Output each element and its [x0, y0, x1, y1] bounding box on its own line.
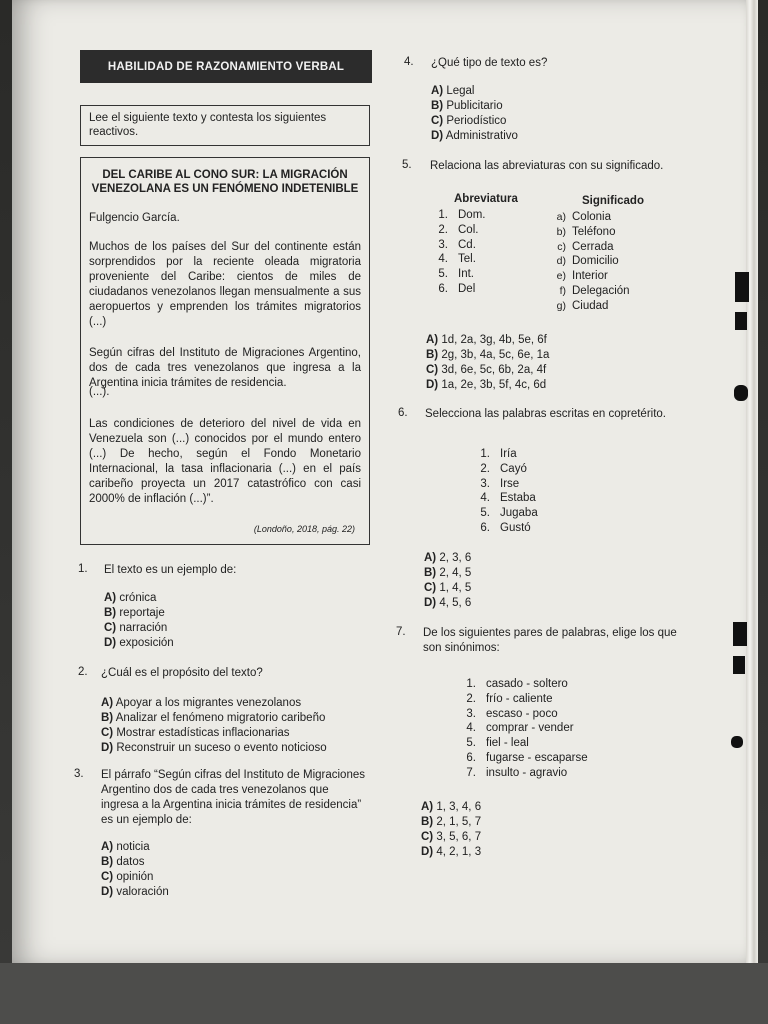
list-item: a) Colonia [556, 211, 611, 223]
question-text: El texto es un ejemplo de: [104, 564, 237, 576]
list-item: d) Domicilio [556, 255, 619, 268]
article-ellipsis: (...). [89, 386, 110, 398]
list-item: 1. casado - soltero [466, 678, 568, 690]
option[interactable]: A) 2, 3, 6 [424, 552, 472, 564]
list-item: 4. Estaba [480, 492, 536, 505]
question-text: ¿Cuál es el propósito del texto? [101, 667, 263, 679]
list-item: 5. fiel - leal [466, 737, 529, 750]
option[interactable]: C) 3d, 6e, 5c, 6b, 2a, 4f [426, 364, 547, 376]
option[interactable]: A) 1, 3, 4, 6 [421, 801, 482, 813]
option[interactable]: D) 4, 5, 6 [424, 597, 472, 609]
question-number: 6. [398, 407, 408, 419]
word-list [466, 447, 538, 536]
answer-options [421, 800, 481, 860]
option[interactable]: A) crónica [104, 592, 157, 604]
list-item: 6. Gustó [480, 521, 531, 534]
option[interactable]: B) Analizar el fenómeno migratorio caribeño [101, 712, 326, 724]
binder-mark [735, 312, 747, 330]
article-title-line: DEL CARIBE AL CONO SUR: LA MIGRACIÓN [102, 169, 348, 181]
column-header-meaning: Significado [582, 195, 644, 207]
list-item: 1. Iría [480, 448, 517, 460]
option[interactable]: B) datos [101, 856, 145, 868]
answer-options [426, 333, 549, 393]
list-item: 3. Cd. [438, 238, 476, 251]
list-item: 5. Jugaba [480, 507, 538, 520]
list-item: 6. Del [438, 282, 476, 295]
article-paragraph-3: Las condiciones de deterioro del nivel de vida en Venezuela son (...) conocidos por el mundo entero (...) De hecho, según el Fondo Monetario Internacional, la tasa inflacionaria (...) en el país caribeño proyecta un 2017 catastrófico con casi 2000% de inflación (...)”. [89, 418, 361, 505]
option[interactable]: D) 1a, 2e, 3b, 5f, 4c, 6d [426, 379, 547, 391]
list-item: 4. Tel. [438, 253, 476, 266]
option[interactable]: A) noticia [101, 841, 150, 853]
list-item: 7. insulto - agravio [466, 766, 568, 779]
answer-options [101, 840, 169, 900]
option[interactable]: B) reportaje [104, 607, 165, 619]
question-number: 7. [396, 626, 406, 638]
list-item: e) Interior [556, 270, 608, 283]
list-item: 6. fugarse - escaparse [466, 751, 588, 764]
binder-mark [731, 736, 743, 748]
question-number: 1. [78, 563, 88, 575]
option[interactable]: C) narración [104, 622, 168, 634]
question-number: 3. [74, 768, 84, 780]
list-item: 1. Dom. [438, 209, 486, 221]
binder-mark [735, 272, 749, 302]
option[interactable]: B) 2, 1, 5, 7 [421, 816, 482, 828]
option[interactable]: C) 1, 4, 5 [424, 582, 472, 594]
option[interactable]: D) Reconstruir un suceso o evento noticioso [101, 742, 327, 754]
option[interactable]: A) Legal [431, 85, 475, 97]
answer-options [431, 84, 518, 144]
option[interactable]: D) valoración [101, 886, 169, 898]
list-item: 3. escaso - poco [466, 707, 558, 720]
question-number: 2. [78, 666, 88, 678]
binder-mark [733, 622, 747, 646]
question-number: 5. [402, 159, 412, 171]
binder-mark [734, 385, 748, 401]
answer-options [104, 591, 174, 651]
option[interactable]: C) Mostrar estadísticas inflacionarias [101, 727, 290, 739]
option[interactable]: A) 1d, 2a, 3g, 4b, 5e, 6f [426, 334, 547, 346]
question-text: Selecciona las palabras escritas en copretérito. [425, 408, 666, 420]
option[interactable]: D) 4, 2, 1, 3 [421, 846, 482, 858]
question-number: 4. [404, 56, 414, 68]
article-citation: (Londoño, 2018, pág. 22) [253, 524, 355, 534]
instructions-box: Lee el siguiente texto y contesta los siguientes reactivos. [80, 105, 370, 146]
option[interactable]: C) opinión [101, 871, 154, 883]
list-item: 2. Cayó [480, 462, 527, 475]
section-header: HABILIDAD DE RAZONAMIENTO VERBAL [80, 50, 372, 83]
option[interactable]: C) 3, 5, 6, 7 [421, 831, 482, 843]
question-text: El párrafo “Según cifras del Instituto de Migraciones Argentino dos de cada tres venezolanos que ingresa a la Argentina inicia trámites de residencia” es un ejemplo de: [101, 769, 365, 826]
list-item: 2. frío - caliente [466, 692, 553, 705]
article-title-line: VENEZOLANA ES UN FENÓMENO INDETENIBLE [91, 183, 359, 195]
article-box [80, 157, 370, 545]
list-item: f) Delegación [559, 284, 630, 297]
list-item: 5. Int. [438, 268, 474, 281]
answer-options [101, 696, 327, 756]
option[interactable]: B) 2, 4, 5 [424, 567, 472, 579]
column-header-abbreviation: Abreviatura [454, 193, 518, 205]
option[interactable]: C) Periodístico [431, 115, 507, 127]
binder-mark [733, 656, 745, 674]
answer-options [424, 551, 471, 611]
list-item: 3. Irse [480, 477, 520, 490]
option[interactable]: D) exposición [104, 637, 174, 649]
option[interactable]: A) Apoyar a los migrantes venezolanos [101, 697, 302, 709]
page-edge [746, 0, 758, 963]
list-item: 2. Col. [438, 223, 479, 236]
list-item: c) Cerrada [557, 240, 614, 253]
list-item: g) Ciudad [556, 299, 609, 312]
question-text: Relaciona las abreviaturas con su significado. [430, 160, 664, 172]
option[interactable]: B) 2g, 3b, 4a, 5c, 6e, 1a [426, 349, 550, 361]
option[interactable]: D) Administrativo [431, 130, 518, 142]
list-item: 4. comprar - vender [466, 722, 574, 735]
question-text: De los siguientes pares de palabras, elige los que son sinónimos: [423, 627, 677, 654]
bottom-background [0, 963, 768, 1024]
article-title [89, 168, 361, 196]
option[interactable]: B) Publicitario [431, 100, 503, 112]
list-item: b) Teléfono [556, 225, 616, 238]
meaning-list [544, 210, 630, 314]
word-pair-list [452, 677, 588, 781]
article-paragraph-1: Muchos de los países del Sur del continente están sorprendidos por la reciente oleada migratoria proveniente del Caribe: cientos de miles de ciudadanos venezolanos llegan mensualmente a sus aeropuertos y emprenden los trámites migratorios (...) [89, 241, 361, 328]
question-text: ¿Qué tipo de texto es? [431, 57, 548, 69]
article-author: Fulgencio García. [89, 212, 180, 224]
article-paragraph-2: Según cifras del Instituto de Migraciones Argentino, dos de cada tres venezolanos que ingresa a la Argentina inicia trámites de residencia. [89, 347, 361, 389]
abbreviation-list [424, 208, 485, 297]
